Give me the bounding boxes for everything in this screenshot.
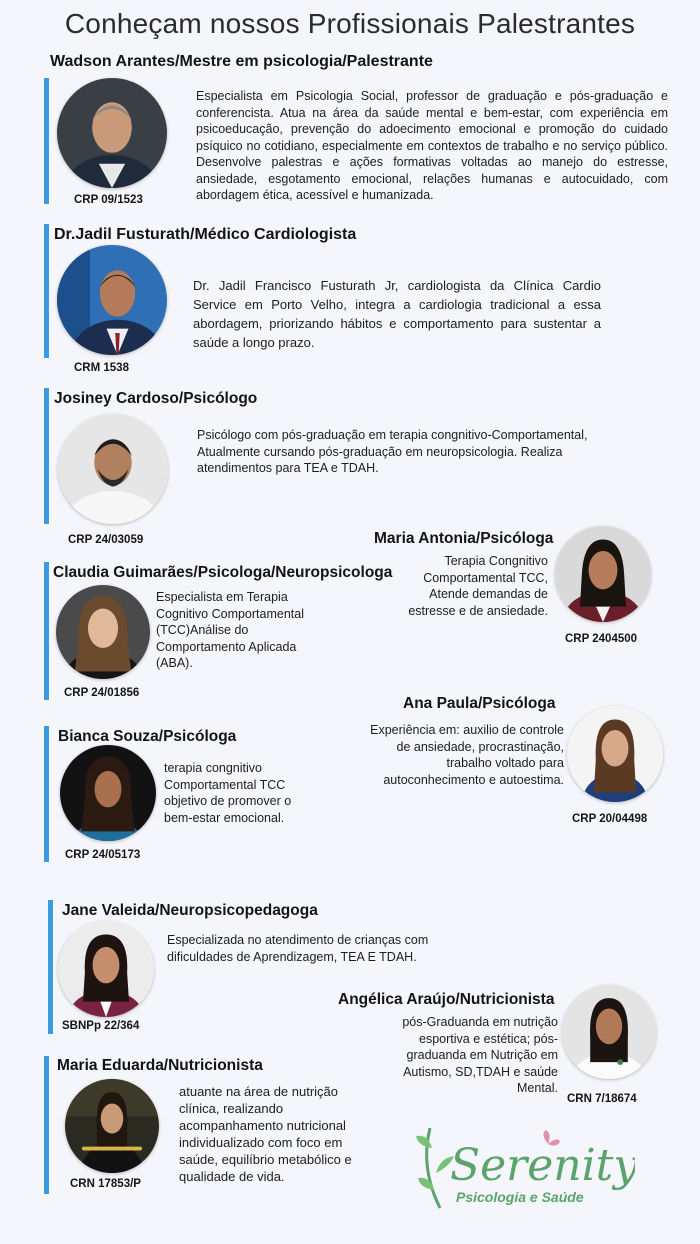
professional-name: Dr.Jadil Fusturath/Médico Cardiologista — [54, 226, 357, 243]
registry-number: CRP 24/01856 — [64, 687, 140, 699]
avatar — [65, 1079, 159, 1173]
registry-number: SBNPp 22/364 — [62, 1020, 140, 1032]
professional-description: pós-Graduanda em nutrição esportiva e estética; pós-graduanda em Nutrição em Autismo, SD,TDAH e saúde Mental. — [402, 1015, 558, 1095]
avatar — [562, 985, 656, 1079]
avatar — [58, 921, 154, 1017]
professional-name: Maria Eduarda/Nutricionista — [57, 1057, 263, 1074]
professional-description: Psicólogo com pós-graduação em terapia congnitivo-Comportamental, Atualmente cursando pós-graduação em neuropsicologia. Realiza atendimentos para TEA e TDAH. — [197, 428, 588, 475]
accent-bar — [44, 388, 49, 524]
professional-name: Angélica Araújo/Nutricionista — [338, 991, 555, 1008]
registry-number: CRP 20/04498 — [572, 813, 648, 825]
svg-text:Serenity: Serenity — [450, 1140, 635, 1191]
registry-number: CRP 2404500 — [565, 633, 638, 645]
avatar — [60, 745, 156, 841]
professional-name: Maria Antonia/Psicóloga — [374, 530, 554, 547]
professional-description: Experiência em: auxilio de controle de ansiedade, procrastinação, trabalho voltado para autoconhecimento e autoestima. — [370, 723, 564, 787]
avatar — [555, 526, 651, 622]
avatar — [567, 706, 663, 802]
butterfly-icon — [410, 1118, 635, 1218]
professional-name: Ana Paula/Psicóloga — [403, 695, 556, 712]
accent-bar — [48, 900, 53, 1034]
professional-name: Jane Valeida/Neuropsicopedagoga — [62, 902, 318, 919]
avatar — [58, 414, 168, 524]
accent-bar — [44, 78, 49, 204]
registry-number: CRP 24/05173 — [65, 849, 141, 861]
professional-description: Terapia Congnitivo Comportamental TCC, Atende demandas de estresse e de ansiedade. — [408, 554, 548, 618]
registry-number: CRP 24/03059 — [68, 534, 144, 546]
registry-number: CRN 7/18674 — [567, 1093, 637, 1105]
accent-bar — [44, 726, 49, 862]
registry-number: CRM 1538 — [74, 362, 129, 374]
avatar — [57, 245, 167, 355]
registry-number: CRP 09/1523 — [74, 194, 143, 206]
registry-number: CRN 17853/P — [70, 1178, 141, 1190]
svg-text:Psicologia e Saúde: Psicologia e Saúde — [456, 1189, 584, 1205]
professional-description: Dr. Jadil Francisco Fusturath Jr, cardiologista da Clínica Cardio Service em Porto Velho, integra a cardiologia tradicional a essa abordagem, priorizando hábitos e comportamento para sustentar a saúde a longo prazo. — [193, 278, 601, 350]
accent-bar — [44, 224, 49, 358]
avatar — [57, 78, 167, 188]
professional-name: Wadson Arantes/Mestre em psicologia/Palestrante — [50, 53, 433, 70]
professional-name: Josiney Cardoso/Psicólogo — [54, 390, 258, 407]
professional-name: Bianca Souza/Psicóloga — [58, 728, 237, 745]
professional-description: Especializada no atendimento de crianças com dificuldades de Aprendizagem, TEA E TDAH. — [167, 933, 429, 964]
accent-bar — [44, 1056, 49, 1194]
professional-description: Especialista em Terapia Cognitivo Comportamental (TCC)Análise do Comportamento Aplicada (ABA). — [156, 590, 304, 670]
page-title: Conheçam nossos Profissionais Palestrantes — [64, 8, 636, 39]
professional-name: Claudia Guimarães/Psicologa/Neuropsicologa — [53, 564, 393, 581]
serenity-logo — [410, 1118, 635, 1218]
professional-description: Especialista em Psicologia Social, professor de graduação e pós-graduação e conferencista. Atua na área da saúde mental e bem-estar, com experiência em psicoeducação, prevenção do adoecimento emocional e promoção do cuidado psíquico no cotidiano, especialmente em contextos de trabalho e no serviço público. Desenvolve palestras e ações formativas voltadas ao manejo do estresse, ansiedade, esgotamento emocional, relações humanas e autocuidado, com abordagem ética, acessível e humanizada. — [196, 89, 668, 202]
avatar — [56, 585, 150, 679]
professional-description: terapia congnitivo Comportamental TCC objetivo de promover o bem-estar emocional. — [164, 761, 292, 825]
professional-description: atuante na área de nutrição clínica, realizando acompanhamento nutricional individualizado com foco em saúde, equilíbrio metabólico e qualidade de vida. — [179, 1084, 352, 1184]
accent-bar — [44, 562, 49, 700]
